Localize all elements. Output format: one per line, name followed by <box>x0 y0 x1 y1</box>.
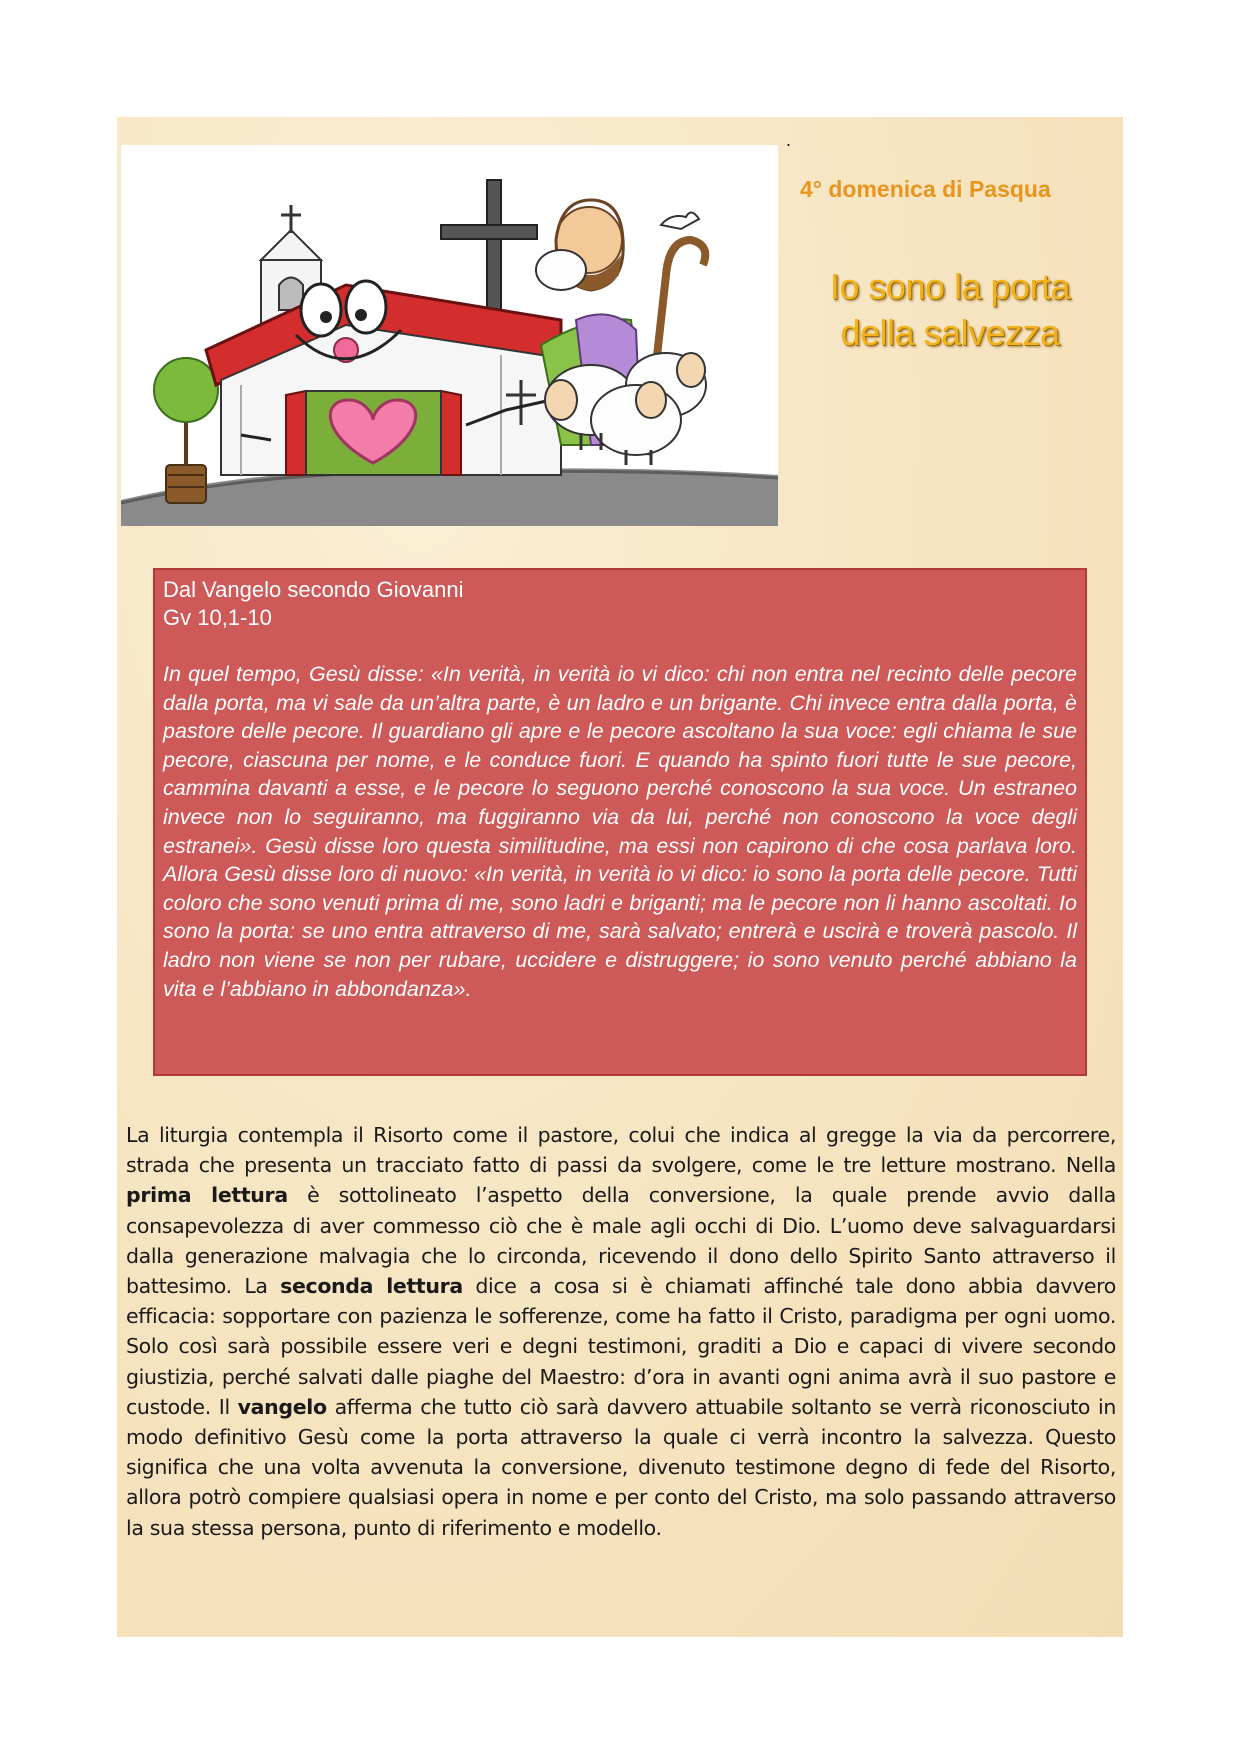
commentary-part-2: è sottolineato l’aspetto della conversione, la quale prende avvio dalla consapevolezza di aver commesso ciò che è male agli occhi di Dio. L’uomo deve salvaguardarsi dalla generazione malvagia che lo circonda, ricevendo il dono dello Spirito Santo attraverso il battesimo. La <box>126 1183 1116 1299</box>
page-dot: . <box>786 130 792 150</box>
highlight-vangelo: vangelo <box>237 1394 327 1419</box>
gospel-source-line-1: Dal Vangelo secondo Giovanni <box>163 577 464 602</box>
commentary-part-4: afferma che tutto ciò sarà davvero attuabile soltanto se verrà riconosciuto in modo definitivo Gesù come la porta attraverso la quale ci verrà incontro la salvezza. Questo significa che una volta avvenuta la conversione, divenuto testimone degno di fede del Risorto, allora potrò compiere qualsiasi opera in nome e per conto del Cristo, ma solo passando attraverso la sua stessa persona, punto di riferimento e modello. <box>126 1394 1116 1540</box>
sunday-label: 4° domenica di Pasqua <box>800 176 1051 202</box>
title-line-1: Io sono la porta <box>829 266 1071 307</box>
commentary-part-1: La liturgia contempla il Risorto come il pastore, colui che indica al gregge la via da percorrere, strada che presenta un tracciato fatto di passi da svolgere, come le tre letture mostrano. Nella <box>126 1123 1116 1178</box>
commentary-paragraph <box>126 1120 1116 1543</box>
page-title <box>800 264 1100 356</box>
gospel-source <box>163 576 1077 632</box>
gospel-source-line-2: Gv 10,1-10 <box>163 605 272 630</box>
church-shepherd-illustration <box>121 145 778 526</box>
commentary-part-3: dice a cosa si è chiamati affinché tale dono abbia davvero efficacia: sopportare con pazienza le sofferenze, come ha fatto il Cristo, paradigma per ogni uomo. Solo così sarà possibile essere veri e degni testimoni, graditi a Dio e capaci di vivere secondo giustizia, perché salvati dalle piaghe del Maestro: d’ora in avanti ogni anima avrà il suo pastore e custode. Il <box>126 1274 1116 1419</box>
highlight-prima-lettura: prima lettura <box>126 1183 288 1208</box>
highlight-seconda-lettura: seconda lettura <box>280 1274 463 1299</box>
gospel-box <box>153 568 1087 1076</box>
title-line-2: della salvezza <box>840 312 1060 353</box>
gospel-text: In quel tempo, Gesù disse: «In verità, in verità io vi dico: chi non entra nel recinto delle pecore dalla porta, ma vi sale da un’altra parte, è un ladro e un brigante. Chi invece entra dalla porta, è pastore delle pecore. Il guardiano gli apre e le pecore ascoltano la sua voce: egli chiama le sue pecore, ciascuna per nome, e le conduce fuori. E quando ha spinto fuori tutte le sue pecore, cammina davanti a esse, e le pecore lo seguono perché conoscono la sua voce. Un estraneo invece non lo seguiranno, ma fuggiranno via da lui, perché non conoscono la voce degli estranei». Gesù disse loro questa similitudine, ma essi non capirono di che cosa parlava loro. Allora Gesù disse loro di nuovo: «In verità, in verità io vi dico: io sono la porta delle pecore. Tutti coloro che sono venuti prima di me, sono ladri e briganti; ma le pecore non li hanno ascoltati. Io sono la porta: se uno entra attraverso di me, sarà salvato; entrerà e uscirà e troverà pascolo. Il ladro non viene se non per rubare, uccidere e distruggere; io sono venuto perché abbiano la vita e l’abbiano in abbondanza». <box>163 662 1077 1001</box>
